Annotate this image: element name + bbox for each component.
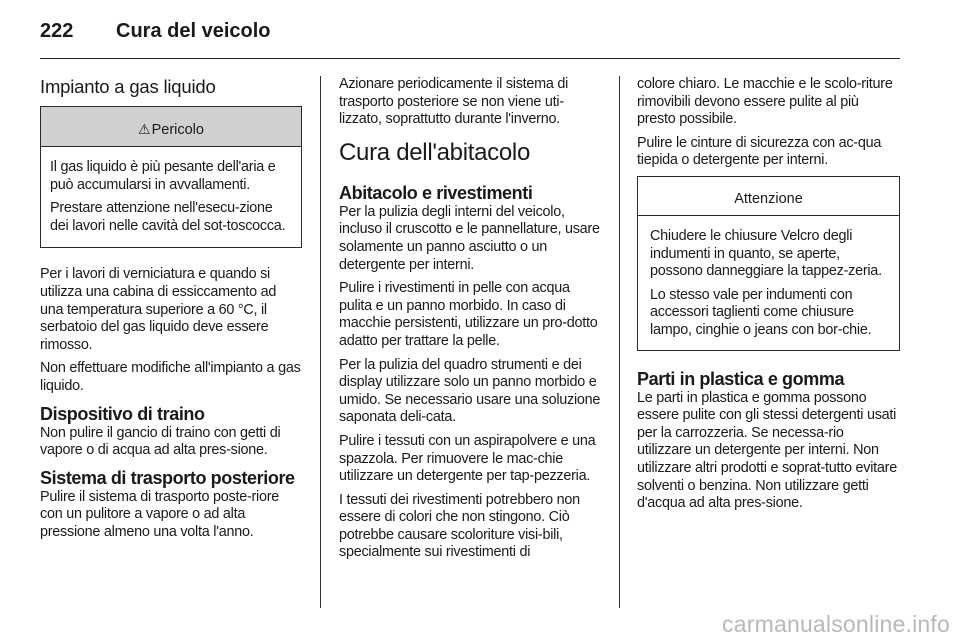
warning-triangle-icon: ⚠ (138, 121, 151, 137)
paragraph: Pulire i tessuti con un aspirapolvere e una spazzola. Per rimuovere le mac-chie utilizzare un detergente per tap-pezzeria. (339, 432, 596, 485)
paragraph: Azionare periodicamente il sistema di trasporto posteriore se non viene uti-lizzato, soprattutto durante l'inverno. (339, 76, 569, 128)
paragraph: I tessuti dei rivestimenti potrebbero non essere di colori che non stingono. Ciò potrebbe causare scoloriture visi-bili, specialmente sui rivestimenti di (339, 491, 580, 561)
paragraph: Per la pulizia del quadro strumenti e dei display utilizzare solo un panno morbido e umido. Se necessario usare una soluzione saponata deli-cata. (339, 356, 601, 426)
danger-box-header (41, 107, 301, 147)
paragraph: colore chiaro. Le macchie e le scolo-riture rimovibili devono essere pulite al più presto possibile. (637, 76, 893, 128)
attention-box-body (638, 216, 899, 350)
column-divider (320, 76, 321, 608)
danger-text-2: Prestare attenzione nell'esecu-zione dei lavori nelle cavità del sot-toscocca. (50, 200, 286, 234)
section-heading-rear-carrier: Sistema di trasporto posteriore (40, 467, 295, 488)
paragraph: Per i lavori di verniciatura e quando si utilizza una cabina di essiccamento ad una temperatura superiore a 60 °C, il serbatoio del gas liquido deve essere rimosso. (40, 266, 277, 353)
section-title-interior-care: Cura dell'abitacolo (339, 138, 530, 166)
attention-text-1: Chiudere le chiusure Velcro degli indumenti in quanto, se aperte, possono danneggiare la tappez-zeria. (650, 227, 882, 280)
watermark-text: carmanualsonline.info (722, 611, 950, 637)
paragraph: Non effettuare modifiche all'impianto a gas liquido. (40, 360, 301, 394)
column-3 (637, 76, 900, 519)
column-2 (339, 76, 602, 568)
paragraph: Pulire il sistema di trasporto poste-riore con un pulitore a vapore o ad alta pressione almeno una volta l'anno. (40, 488, 280, 540)
paragraph: Pulire i rivestimenti in pelle con acqua pulita e un panno morbido. In caso di macchie persistenti, utilizzare un pro-dotto adatto per trattare la pelle. (339, 280, 598, 349)
section-heading-lpg: Impianto a gas liquido (40, 76, 216, 97)
chapter-title: Cura del veicolo (116, 20, 271, 42)
attention-text-2: Lo stesso vale per indumenti con accessori taglienti come chiusure lampo, cinghie o jeans con bor-chie. (650, 286, 872, 338)
page-header (40, 20, 271, 43)
paragraph: Le parti in plastica e gomma possono essere pulite con gli stessi detergenti usati per la carrozzeria. Se necessa-rio utilizzare un detergente per interni. Non utilizzare altri prodotti e soprat-tutto evitare solventi o benzina. Non utilizzare getti d'acqua ad alta pres-sione. (637, 389, 897, 512)
attention-box-header: Attenzione (638, 177, 899, 216)
danger-box (40, 106, 302, 248)
attention-box (637, 176, 900, 351)
danger-box-title: Pericolo (151, 122, 204, 138)
paragraph: Non pulire il gancio di traino con getti di vapore o di acqua ad alta pres-sione. (40, 424, 281, 459)
danger-box-body (41, 147, 301, 247)
column-1 (40, 76, 302, 548)
page-number: 222 (40, 20, 74, 42)
section-heading-plastic: Parti in plastica e gomma (637, 368, 845, 389)
column-divider (619, 76, 620, 608)
danger-text-1: Il gas liquido è più pesante dell'aria e può accumularsi in avvallamenti. (50, 159, 276, 193)
paragraph: Per la pulizia degli interni del veicolo, incluso il cruscotto e le pannellature, usare solamente un panno asciutto o un detergente per interni. (339, 203, 600, 273)
section-heading-interior: Abitacolo e rivestimenti (339, 182, 533, 203)
section-heading-tow: Dispositivo di traino (40, 403, 205, 424)
paragraph: Pulire le cinture di sicurezza con ac-qua tiepida o detergente per interni. (637, 134, 882, 169)
header-rule (40, 58, 900, 59)
